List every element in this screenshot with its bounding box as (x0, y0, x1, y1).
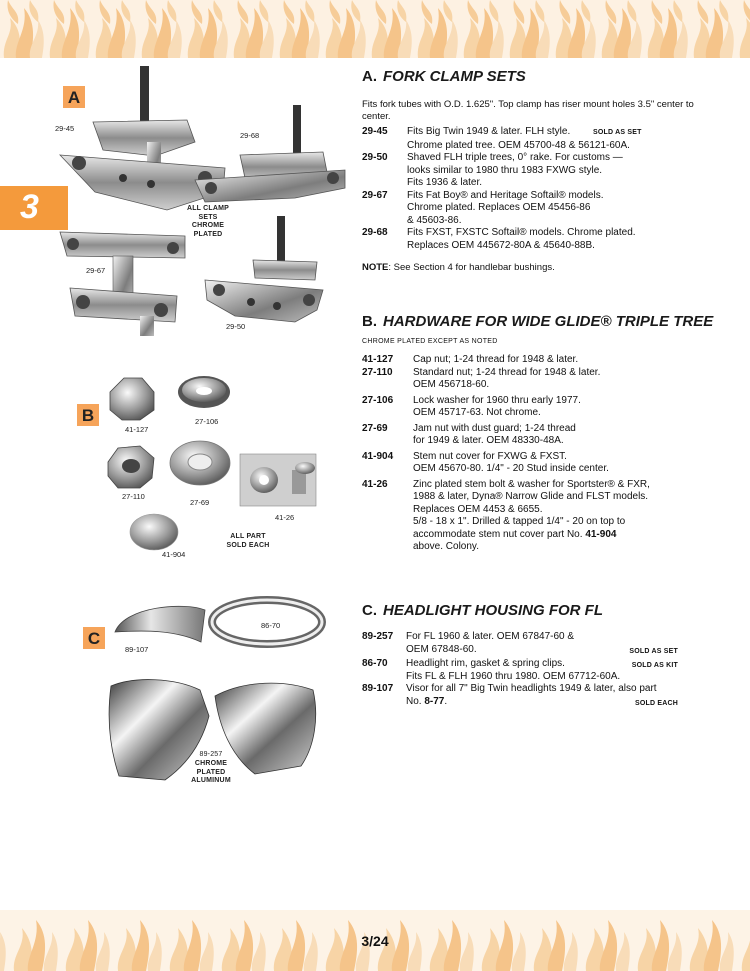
table-row: 29-45 Fits Big Twin 1949 & later. FLH style. SOLD AS SET Chrome plated tree. OEM 45700-48 & 56121-60A. (362, 126, 642, 151)
label-29-50: 29-50 (226, 322, 246, 331)
label-29-68: 29-68 (240, 131, 260, 140)
section-a-note: NOTE: See Section 4 for handlebar bushings. (362, 262, 555, 273)
table-row: 29-50 Shaved FLH triple trees, 0° rake. For customs — looks similar to 1980 thru 1983 FXWG style. Fits 1936 & later. (362, 152, 623, 188)
standard-nut-27-110 (122, 459, 140, 473)
table-row: 29-68 Fits FXST, FXSTC Softail® models. Chrome plated. Replaces OEM 445672-80A & 45640-88B. (362, 227, 636, 251)
label-27-110: 27-110 (122, 492, 145, 501)
label-27-69: 27-69 (190, 498, 210, 507)
lock-washer-27-106 (196, 387, 212, 395)
label-41-127: 41-127 (125, 425, 149, 434)
section-a (362, 68, 714, 274)
section-c-badge: C (83, 627, 105, 649)
table-row: 27-69 Jam nut with dust guard; 1-24 thread for 1949 & later. OEM 48330-48A. (362, 422, 576, 446)
label-86-70: 86-70 (261, 621, 281, 630)
table-row: 41-26 Zinc plated stem bolt & washer for Sportster® & FXR, 1988 & later, Dyna® Narrow Glide and FLST models. Replaces OEM 4453 & 6655. 5/8 - 18 x 1". Drilled & tapped 1/4" - 20 on top to accommodate stem nut cover part No. 41-904 above. Colony. (362, 478, 650, 552)
caption-chrome-aluminum: CHROME PLATED ALUMINUM (191, 760, 231, 784)
stem-nut-cover-41-904 (130, 514, 178, 550)
triple-tree-hardware-photo (100, 370, 330, 570)
label-89-257: 89-257 (199, 751, 223, 758)
label-41-904: 41-904 (162, 550, 186, 559)
label-29-45: 29-45 (55, 124, 75, 133)
label-41-26: 41-26 (275, 513, 295, 522)
table-row: 29-67 Fits Fat Boy® and Heritage Softail® models. Chrome plated. Replaces OEM 45456-86 & 45603-86. (362, 189, 604, 226)
jam-nut-27-69 (188, 454, 212, 470)
caption-clamp-sets: ALL CLAMP SETS CHROME PLATED (186, 205, 230, 238)
section-b-badge: B (77, 404, 99, 426)
section-a-badge: A (63, 86, 85, 108)
visor-89-107 (115, 606, 205, 642)
fork-clamp-29-67 (60, 232, 185, 336)
section-a-title: A. FORK CLAMP SETS (362, 68, 526, 85)
section-b-title: B. HARDWARE FOR WIDE GLIDE® TRIPLE TREE (362, 313, 714, 330)
label-89-107: 89-107 (125, 645, 149, 654)
label-27-106: 27-106 (195, 417, 219, 426)
table-row: 89-107 Visor for all 7" Big Twin headlights 1949 & later, also part No. 8-77. SOLD EACH (362, 683, 678, 707)
table-row: 27-110 Standard nut; 1-24 thread for 1948 & later. OEM 456718-60. (362, 366, 601, 390)
caption-parts-sold-each: ALL PART SOLD EACH (226, 533, 270, 549)
table-row: 41-127 Cap nut; 1-24 thread for 1948 & later. (362, 354, 579, 365)
section-a-intro: Fits fork tubes with O.D. 1.625". Top clamp has riser mount holes 3.5" center to center. (362, 99, 694, 122)
label-29-67: 29-67 (86, 266, 106, 275)
table-row: 86-70 Headlight rim, gasket & spring clips. SOLD AS KIT Fits FL & FLH 1960 thru 1980. OEM 67712-60A. (362, 658, 678, 682)
top-flame-border (0, 0, 750, 58)
fork-clamp-29-68 (195, 105, 345, 202)
section-b-subcaption: CHROME PLATED EXCEPT AS NOTED (362, 338, 498, 345)
section-c-title: C. HEADLIGHT HOUSING FOR FL (362, 602, 603, 619)
table-row: 89-257 For FL 1960 & later. OEM 67847-60 & OEM 67848-60. SOLD AS SET (362, 631, 678, 655)
cap-nut-41-127 (110, 378, 154, 420)
table-row: 27-106 Lock washer for 1960 thru early 1977. OEM 45717-63. Not chrome. (362, 394, 581, 418)
section-c (362, 602, 714, 710)
chapter-tab-number: 3 (20, 188, 39, 226)
table-row: 41-904 Stem nut cover for FXWG & FXST. OEM 45670-80. 1/4" - 20 Stud inside center. (362, 450, 609, 474)
page-number: 3/24 (361, 933, 389, 949)
section-b (362, 313, 714, 554)
